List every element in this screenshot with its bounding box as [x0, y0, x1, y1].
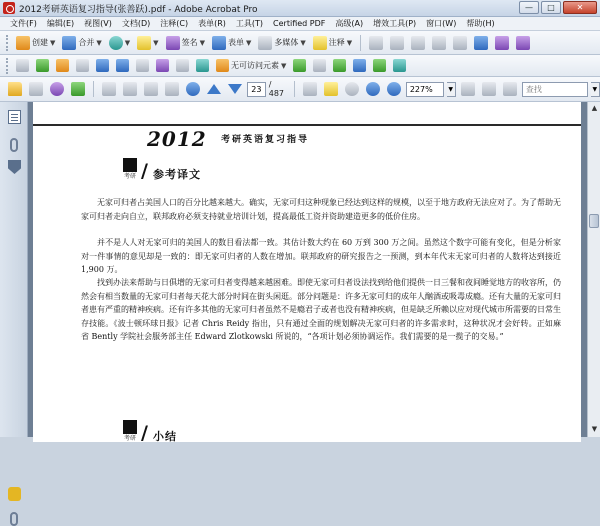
select-text-button[interactable] [301, 80, 319, 98]
redact-icon [313, 59, 326, 72]
document-view[interactable] [28, 102, 587, 444]
fit-width-icon [482, 82, 496, 96]
select-button[interactable] [430, 34, 448, 52]
chevron-down-icon: ▼ [153, 38, 159, 47]
section-marker-label: 考研 [123, 435, 136, 442]
page-number-input[interactable]: 23 [247, 82, 266, 97]
ruler-icon [353, 59, 366, 72]
paragraph: 无家可归者占美国人口的百分比越来越大。确实，无家可归这种现象已经达到这样的规模，以至于地方政府无法应对了。为了帮助无家可归者走向自立，联邦政府必须支持就业培训计划，提高最低工资并资助建造更多的低价住房。 [81, 198, 561, 221]
fit-page-icon [461, 82, 475, 96]
comment-button[interactable] [311, 34, 354, 52]
crop-button[interactable] [451, 34, 469, 52]
menu-advanced[interactable]: 高级(A) [335, 19, 364, 28]
save-disk-icon [102, 82, 116, 96]
accessibility-button[interactable] [291, 57, 308, 75]
select-arrow-icon [432, 36, 446, 50]
menu-forms[interactable]: 表单(R) [198, 19, 226, 28]
window-title: 2012考研英语复习指导(张善跃).pdf - Adobe Acrobat Pro [19, 5, 258, 15]
read-mode-button[interactable] [501, 80, 519, 98]
section-title: 小结 [153, 430, 177, 443]
read-mode-icon [503, 82, 517, 96]
menu-plugins[interactable]: 增效工具(P) [373, 19, 417, 28]
chevron-down-icon: ▼ [50, 38, 56, 47]
zoom-in-button[interactable] [385, 80, 403, 98]
print-production-button[interactable] [391, 57, 408, 75]
print-production-icon [393, 59, 406, 72]
menu-window[interactable]: 窗口(W) [426, 19, 457, 28]
section-title: 参考译文 [153, 168, 201, 181]
create-button[interactable] [14, 34, 57, 52]
paragraph: 并不是人人对无家可归的美国人的数目看法都一致。其估计数大约在 60 万到 300 万之间。虽然这个数字可能有变化，但是分析家对一件事情的意见却是一致的：即无家可归者的人数在增加。联邦政府的研究报告之一预测，到本年代末无家可归者的人数将达到接近 1,900 万。 [81, 238, 561, 274]
text-field-tool-button[interactable] [134, 57, 151, 75]
collaborate-icon [109, 36, 123, 50]
form-button-icon [76, 59, 89, 72]
crop-icon [453, 36, 467, 50]
secure-button[interactable] [135, 34, 160, 52]
comment-icon [313, 36, 327, 50]
page-total: / 487 [268, 80, 285, 98]
email-icon [50, 82, 64, 96]
touchup-icon [16, 59, 29, 72]
text-edit-button[interactable] [409, 34, 427, 52]
menu-view[interactable]: 视图(V) [84, 19, 112, 28]
checkbox-icon [36, 59, 49, 72]
multimedia-label: 多媒体 [274, 38, 299, 47]
stamp-button[interactable] [514, 34, 532, 52]
menu-file[interactable]: 文件(F) [10, 19, 37, 28]
cursor-icon [303, 82, 317, 96]
save-copy-icon [123, 82, 137, 96]
snapshot-icon [369, 36, 383, 50]
prev-page-button[interactable] [205, 80, 223, 98]
ruler-button[interactable] [351, 57, 368, 75]
header-year: 2012 [147, 127, 207, 151]
chevron-down-icon: ▼ [281, 61, 287, 70]
toolbar-grip[interactable] [6, 58, 9, 74]
hand-icon [324, 82, 338, 96]
menu-document[interactable]: 文档(D) [121, 19, 151, 28]
magnifier-icon [345, 82, 359, 96]
form-icon [212, 36, 226, 50]
list-box-icon [96, 59, 109, 72]
hand-tool-button[interactable] [322, 80, 340, 98]
vertical-scrollbar[interactable] [587, 102, 600, 437]
preflight-button[interactable] [214, 57, 288, 75]
button-tool-button[interactable] [74, 57, 91, 75]
barcode-tool-button[interactable] [174, 57, 191, 75]
menu-edit[interactable]: 编辑(E) [46, 19, 75, 28]
arrow-down-icon [228, 84, 242, 94]
radio-icon [56, 59, 69, 72]
create-label: 创建 [32, 38, 48, 47]
pen-sign-icon [166, 36, 180, 50]
fit-width-button[interactable] [480, 80, 498, 98]
acrobat-app-icon[interactable] [3, 2, 15, 14]
toolbar-separator [93, 81, 94, 97]
paste-icon [165, 82, 179, 96]
menu-bar [0, 17, 600, 31]
zoom-dropdown-chevron-icon[interactable]: ▼ [447, 82, 456, 97]
signatures-icon[interactable] [8, 160, 21, 174]
attach-button[interactable] [493, 34, 511, 52]
text-field-icon [136, 59, 149, 72]
toolbar-separator [294, 81, 295, 97]
menu-comments[interactable]: 注释(C) [160, 19, 189, 28]
menu-certified-pdf[interactable]: Certified PDF [273, 19, 326, 28]
undo-icon [186, 82, 200, 96]
save-button[interactable] [100, 80, 118, 98]
multimedia-button[interactable] [256, 34, 307, 52]
minimize-button[interactable]: — [519, 1, 539, 14]
pdf-page [33, 102, 581, 442]
chevron-down-icon: ▼ [346, 38, 353, 47]
zoom-in-icon [387, 82, 401, 96]
zoom-out-button[interactable] [364, 80, 382, 98]
undo-button[interactable] [184, 80, 202, 98]
scroll-down-icon[interactable]: ▼ [591, 425, 598, 433]
section-marker-block [123, 158, 137, 172]
header-subtitle: 考研英语复习指导 [221, 135, 310, 145]
sign-button[interactable] [164, 34, 207, 52]
sign-label: 签名 [181, 38, 198, 47]
menu-help[interactable]: 帮助(H) [466, 19, 495, 28]
window-controls [519, 1, 597, 14]
combine-button[interactable] [60, 34, 103, 52]
attachments-icon[interactable] [10, 138, 18, 152]
snapshot-button[interactable] [367, 34, 385, 52]
signature-field-button[interactable] [154, 57, 171, 75]
fit-page-button[interactable] [459, 80, 477, 98]
combine-label: 合并 [78, 38, 95, 47]
chevron-down-icon: ▼ [96, 38, 102, 47]
share-button[interactable] [69, 80, 87, 98]
list-tool-button[interactable] [94, 57, 111, 75]
search-dropdown-chevron-icon[interactable]: ▼ [591, 82, 600, 97]
email-button[interactable] [48, 80, 66, 98]
scissors-icon [144, 82, 158, 96]
comments-icon[interactable] [8, 487, 21, 501]
paragraph: 找到办法来帮助与日俱增的无家可归者变得越来越困难。即使无家可归者设法找到给他们提供一日三餐和夜间睡觉地方的收容所，仍然会有相当数量的无家可归者每天花大部分时间在街头闲逛。部分问题是：许多无家可归的成年人酗酒或吸毒成瘾。还有大量的无家可归者患有严重的精神疾病。还有许多其他的无家可归者虽然不是瘾君子或者也没有精神疾病，但是缺乏所赖以应对现代城市所需要的日常生存技能。《波士顿环球日报》记者 Chris Reidy 指出，只有通过全面的规划解决无家可归者的许多需求时，这种状况才会好转。正如麻省 Bently 学院社会服务部主任 Edward Zlotkowski 所说的，“各项计划必须协调运作。我们需要的是一揽子的交易。” [81, 278, 561, 341]
tasks-toolbar [0, 31, 600, 55]
arrow-up-icon [207, 84, 221, 94]
print-button[interactable] [27, 80, 45, 98]
link-button[interactable] [472, 34, 490, 52]
scroll-thumb[interactable] [589, 214, 599, 228]
typewriter-icon [390, 36, 404, 50]
forms-button[interactable] [210, 34, 253, 52]
radio-tool-button[interactable] [54, 57, 71, 75]
section-marker-block [123, 420, 137, 434]
checkbox-tool-button[interactable] [34, 57, 51, 75]
typewriter-button[interactable] [388, 34, 406, 52]
measure-button[interactable] [331, 57, 348, 75]
accessibility-icon [293, 59, 306, 72]
zoom-level-input[interactable]: 227% [406, 82, 444, 97]
next-page-button[interactable] [226, 80, 244, 98]
lock-icon [137, 36, 151, 50]
navigation-panel [0, 102, 28, 437]
chevron-down-icon: ▼ [124, 38, 131, 47]
combo-tool-button[interactable] [114, 57, 131, 75]
touchup-button[interactable] [14, 57, 31, 75]
preflight-label: 无可访问元素 [231, 61, 279, 70]
combo-box-icon [116, 59, 129, 72]
chevron-down-icon: ▼ [245, 38, 252, 47]
maximize-button[interactable]: □ [541, 1, 561, 14]
section-slash: / [141, 160, 148, 182]
edit-toolbar [0, 55, 600, 77]
save-copy-button[interactable] [121, 80, 139, 98]
search-input[interactable]: 查找 [522, 82, 588, 97]
barcode-icon [176, 59, 189, 72]
paste-button[interactable] [163, 80, 181, 98]
collaborate-button[interactable] [107, 34, 132, 52]
zoom-out-icon [366, 82, 380, 96]
text-edit-icon [411, 36, 425, 50]
link-icon [474, 36, 488, 50]
title-bar [0, 0, 600, 17]
toolbar-grip[interactable] [6, 35, 9, 51]
close-button[interactable]: ✕ [563, 1, 597, 14]
toolbar-separator [360, 35, 361, 51]
section-slash: / [141, 422, 148, 444]
cut-button[interactable] [142, 80, 160, 98]
zoom-tool-button[interactable] [343, 80, 361, 98]
preflight-icon [216, 59, 229, 72]
paperclip-icon[interactable] [10, 512, 18, 526]
page-top-rule [33, 124, 581, 126]
comment-label: 注释 [328, 38, 345, 47]
attach-icon [495, 36, 509, 50]
open-button[interactable] [6, 80, 24, 98]
stamp-icon [516, 36, 530, 50]
pages-icon[interactable] [8, 110, 21, 124]
redact-button[interactable] [311, 57, 328, 75]
reading-order-button[interactable] [194, 57, 211, 75]
forms-label: 表单 [227, 38, 244, 47]
chevron-down-icon: ▼ [300, 38, 306, 47]
measure-icon [333, 59, 346, 72]
chevron-down-icon: ▼ [199, 38, 205, 47]
share-icon [71, 82, 85, 96]
scroll-up-icon[interactable]: ▲ [591, 104, 598, 112]
folder-open-icon [8, 82, 22, 96]
layers-button[interactable] [371, 57, 388, 75]
menu-tools[interactable]: 工具(T) [235, 19, 264, 28]
printer-icon [29, 82, 43, 96]
navigation-toolbar [0, 77, 600, 102]
signature-field-icon [156, 59, 169, 72]
layers-icon [373, 59, 386, 72]
combine-files-icon [62, 36, 76, 50]
create-pdf-icon [16, 36, 30, 50]
reading-order-icon [196, 59, 209, 72]
section-marker-label: 考研 [123, 173, 136, 180]
multimedia-icon [258, 36, 272, 50]
